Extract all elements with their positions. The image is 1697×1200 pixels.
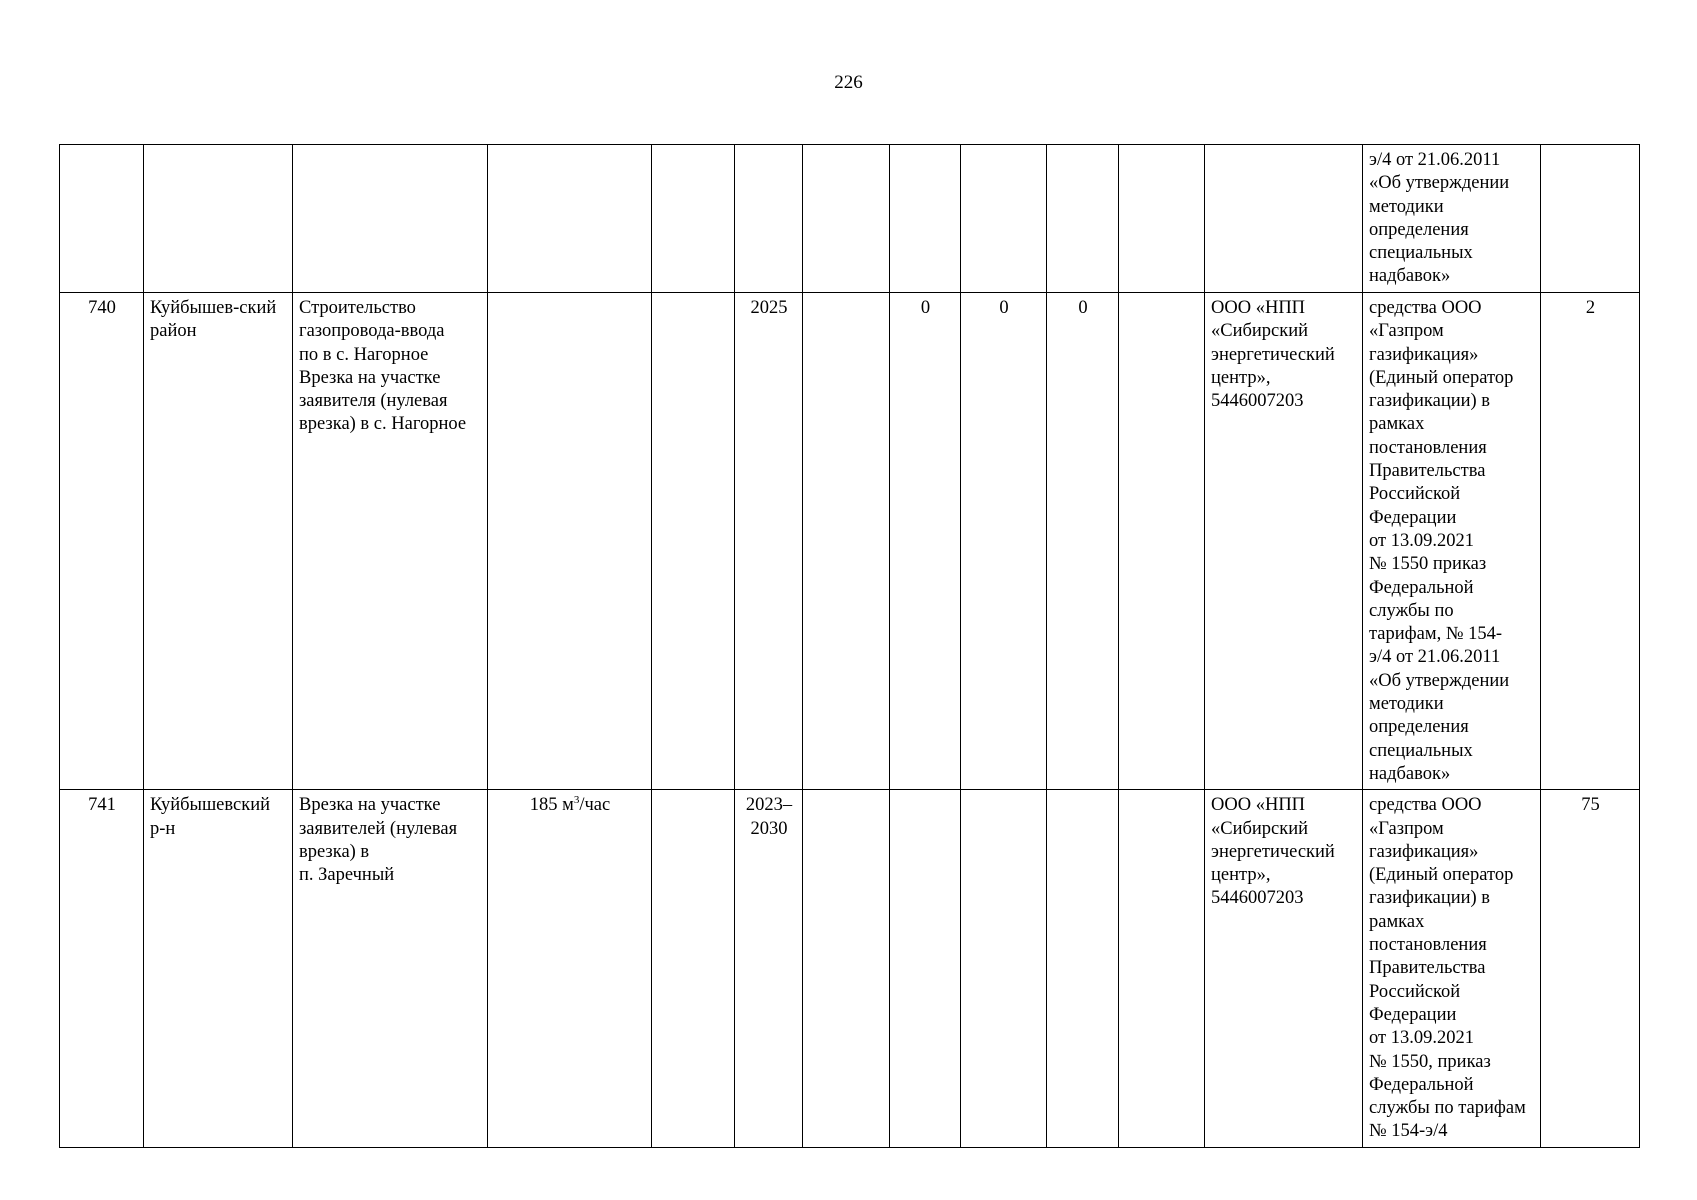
cell-description: Строительство газопровода-ввода по в с. Нагорное Врезка на участке заявителя (нулевая врезка) в с. Нагорное <box>293 293 488 790</box>
capacity-unit: /час <box>579 795 611 816</box>
table-row <box>60 790 1640 1147</box>
cell-district: Куйбышев-ский район <box>144 293 293 790</box>
cell-funding: э/4 от 21.06.2011 «Об утверждении методики определения специальных надбавок» <box>1363 145 1541 293</box>
cell-description: Врезка на участке заявителей (нулевая врезка) в п. Заречный <box>293 790 488 1147</box>
cell-organization <box>1205 145 1363 293</box>
cell-value-1 <box>890 145 961 293</box>
cell-col11 <box>1119 790 1205 1147</box>
cell-col5 <box>652 293 735 790</box>
cell-count: 2 <box>1541 293 1640 790</box>
table-row <box>60 293 1640 790</box>
cell-count <box>1541 145 1640 293</box>
cell-number <box>60 145 144 293</box>
cell-capacity <box>488 145 652 293</box>
page-number: 226 <box>834 72 863 93</box>
cell-col7 <box>803 790 890 1147</box>
cell-value-3 <box>1047 790 1119 1147</box>
cell-count: 75 <box>1541 790 1640 1147</box>
cell-funding: средства ООО «Газпром газификация» (Единый оператор газификации) в рамках постановления Правительства Российской Федерации от 13.09.2021 № 1550 приказ Федеральной службы по тарифам, № 154- э/4 от 21.06.2011 «Об утверждении методики определения специальных надбавок» <box>1363 293 1541 790</box>
cell-col11 <box>1119 145 1205 293</box>
cell-number: 740 <box>60 293 144 790</box>
cell-col11 <box>1119 293 1205 790</box>
cell-year: 2023– 2030 <box>735 790 803 1147</box>
cell-col5 <box>652 145 735 293</box>
cell-capacity <box>488 790 652 1147</box>
cell-district <box>144 145 293 293</box>
cell-value-2: 0 <box>961 293 1047 790</box>
capacity-value: 185 м <box>529 795 574 816</box>
cell-col5 <box>652 790 735 1147</box>
data-table <box>59 144 1640 1148</box>
cell-col7 <box>803 293 890 790</box>
cell-value-2 <box>961 145 1047 293</box>
cell-number: 741 <box>60 790 144 1147</box>
table-row <box>60 145 1640 293</box>
cell-value-1 <box>890 790 961 1147</box>
cell-value-2 <box>961 790 1047 1147</box>
cell-col7 <box>803 145 890 293</box>
cell-value-1: 0 <box>890 293 961 790</box>
cell-value-3 <box>1047 145 1119 293</box>
cell-organization: ООО «НПП «Сибирский энергетический центр», 5446007203 <box>1205 790 1363 1147</box>
cell-funding: средства ООО «Газпром газификация» (Единый оператор газификации) в рамках постановления Правительства Российской Федерации от 13.09.2021 № 1550, приказ Федеральной службы по тарифам № 154-э/4 <box>1363 790 1541 1147</box>
capacity-superscript: 3 <box>573 794 580 807</box>
cell-capacity <box>488 293 652 790</box>
cell-district: Куйбышевский р-н <box>144 790 293 1147</box>
cell-description <box>293 145 488 293</box>
cell-organization: ООО «НПП «Сибирский энергетический центр», 5446007203 <box>1205 293 1363 790</box>
cell-value-3: 0 <box>1047 293 1119 790</box>
cell-year <box>735 145 803 293</box>
cell-year: 2025 <box>735 293 803 790</box>
